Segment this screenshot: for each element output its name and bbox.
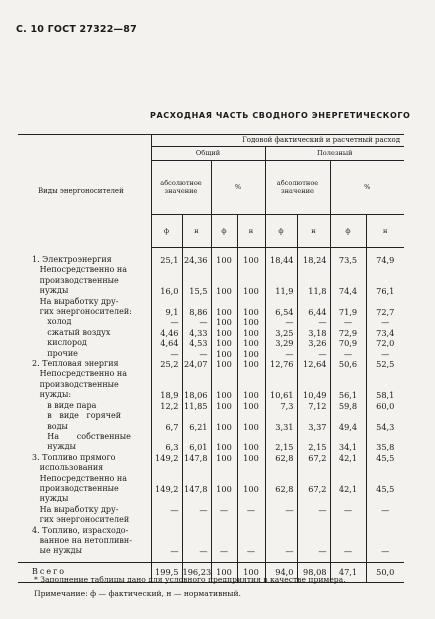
page-header: С. 10 ГОСТ 27322—87	[16, 24, 137, 35]
cell: —	[182, 526, 211, 557]
table-row	[18, 453, 404, 526]
abs-header-useful: абсолютное значение	[265, 160, 330, 214]
footnote: * Заполнение таблицы дано для условного предприятия в качестве примера.	[34, 575, 346, 584]
cell: 42,1 42,1 —	[330, 453, 366, 526]
cell: 100 100 100 100 100	[211, 359, 237, 453]
general-header: Общий	[151, 146, 265, 160]
cell: 67,2 67,2 —	[297, 453, 330, 526]
cell: 100 100 100 100 100 100 100	[211, 255, 237, 359]
kinds-header: Виды энергоносителей	[38, 187, 124, 195]
table-row	[18, 255, 404, 359]
cell: 74,9 76,1 72,7 — 73,4 72,0 —	[366, 255, 404, 359]
cell: —	[297, 526, 330, 557]
cell: 50,0	[366, 563, 404, 582]
cell: 25,2 18,9 12,2 6,7 6,3	[151, 359, 182, 453]
cell: 100	[237, 563, 265, 582]
row-label: 2. Тепловая энергия Непосредственно на производственные нужды: в виде пара в виде горячей воды На собственные нужды	[32, 359, 131, 452]
cell: 199,5	[151, 563, 182, 582]
useful-header: Полезный	[265, 146, 404, 160]
f-header: ф	[330, 214, 366, 247]
cell: 24,07 18,06 11,85 6,21 6,01	[182, 359, 211, 453]
cell: 98,08	[297, 563, 330, 582]
n-header: н	[182, 214, 211, 247]
table-title: РАСХОДНАЯ ЧАСТЬ СВОДНОГО ЭНЕРГЕТИЧЕСКОГО	[150, 111, 411, 120]
cell: 100	[211, 563, 237, 582]
row-label: 3. Топливо прямого использования Непосредственно на производственные нужды На выработку дру- гих энергоносителей	[32, 452, 130, 525]
pct-header-general: %	[211, 160, 265, 214]
f-header: ф	[211, 214, 237, 247]
cell: 47,1	[330, 563, 366, 582]
n-header: н	[366, 214, 404, 247]
table-row	[18, 526, 404, 557]
cell: 52,5 58,1 60,0 54,3 35,8	[366, 359, 404, 453]
cell: 100 100 —	[211, 453, 237, 526]
abs-header-general: абсолютное значение	[151, 160, 211, 214]
cell: 62,8 62,8 —	[265, 453, 297, 526]
row-label: 1. Электроэнергия Непосредственно на производственные нужды На выработку дру- гих энергоносителей: холод сжатый воздух кислород прочие	[32, 255, 132, 358]
group-header: Годовой фактический и расчетный расход	[151, 135, 404, 146]
f-header: ф	[265, 214, 297, 247]
n-header: н	[297, 214, 330, 247]
cell: 100 100 —	[237, 453, 265, 526]
cell: 18,24 11,8 6,44 — 3,18 3,26 —	[297, 255, 330, 359]
cell: —	[211, 526, 237, 557]
cell: 94,0	[265, 563, 297, 582]
row-label: 4. Топливо, израсходо- ванное на нетопливн- ые нужды	[32, 525, 132, 556]
n-header: н	[237, 214, 265, 247]
note: Примечание: ф — фактический, н — нормативный.	[34, 588, 241, 598]
energy-table	[18, 135, 404, 583]
cell: 12,76 10,61 7,3 3,31 2,15	[265, 359, 297, 453]
cell: 100 100 100 100 100	[237, 359, 265, 453]
cell: 12,64 10,49 7,12 3,37 2,15	[297, 359, 330, 453]
cell: 100 100 100 100 100 100 100	[237, 255, 265, 359]
cell: —	[330, 526, 366, 557]
cell: —	[151, 526, 182, 557]
cell: 18,44 11,9 6,54 — 3,25 3,29 —	[265, 255, 297, 359]
notes	[34, 573, 346, 600]
cell: 25,1 16,0 9,1 — 4,46 4,64 —	[151, 255, 182, 359]
cell: 73,5 74,4 71,9 — 72,9 70,9 —	[330, 255, 366, 359]
cell: —	[237, 526, 265, 557]
cell: —	[265, 526, 297, 557]
cell: 45,5 45,5 —	[366, 453, 404, 526]
cell: 24,36 15,5 8,86 — 4,33 4,53 —	[182, 255, 211, 359]
cell: 50,6 56,1 59,8 49,4 34,1	[330, 359, 366, 453]
cell: 147,8 147,8 —	[182, 453, 211, 526]
cell: 196,23	[182, 563, 211, 582]
table-row	[18, 359, 404, 453]
total-label: Всего	[18, 563, 151, 582]
pct-header-useful: %	[330, 160, 404, 214]
f-header: ф	[151, 214, 182, 247]
cell: 149,2 149,2 —	[151, 453, 182, 526]
cell: —	[366, 526, 404, 557]
